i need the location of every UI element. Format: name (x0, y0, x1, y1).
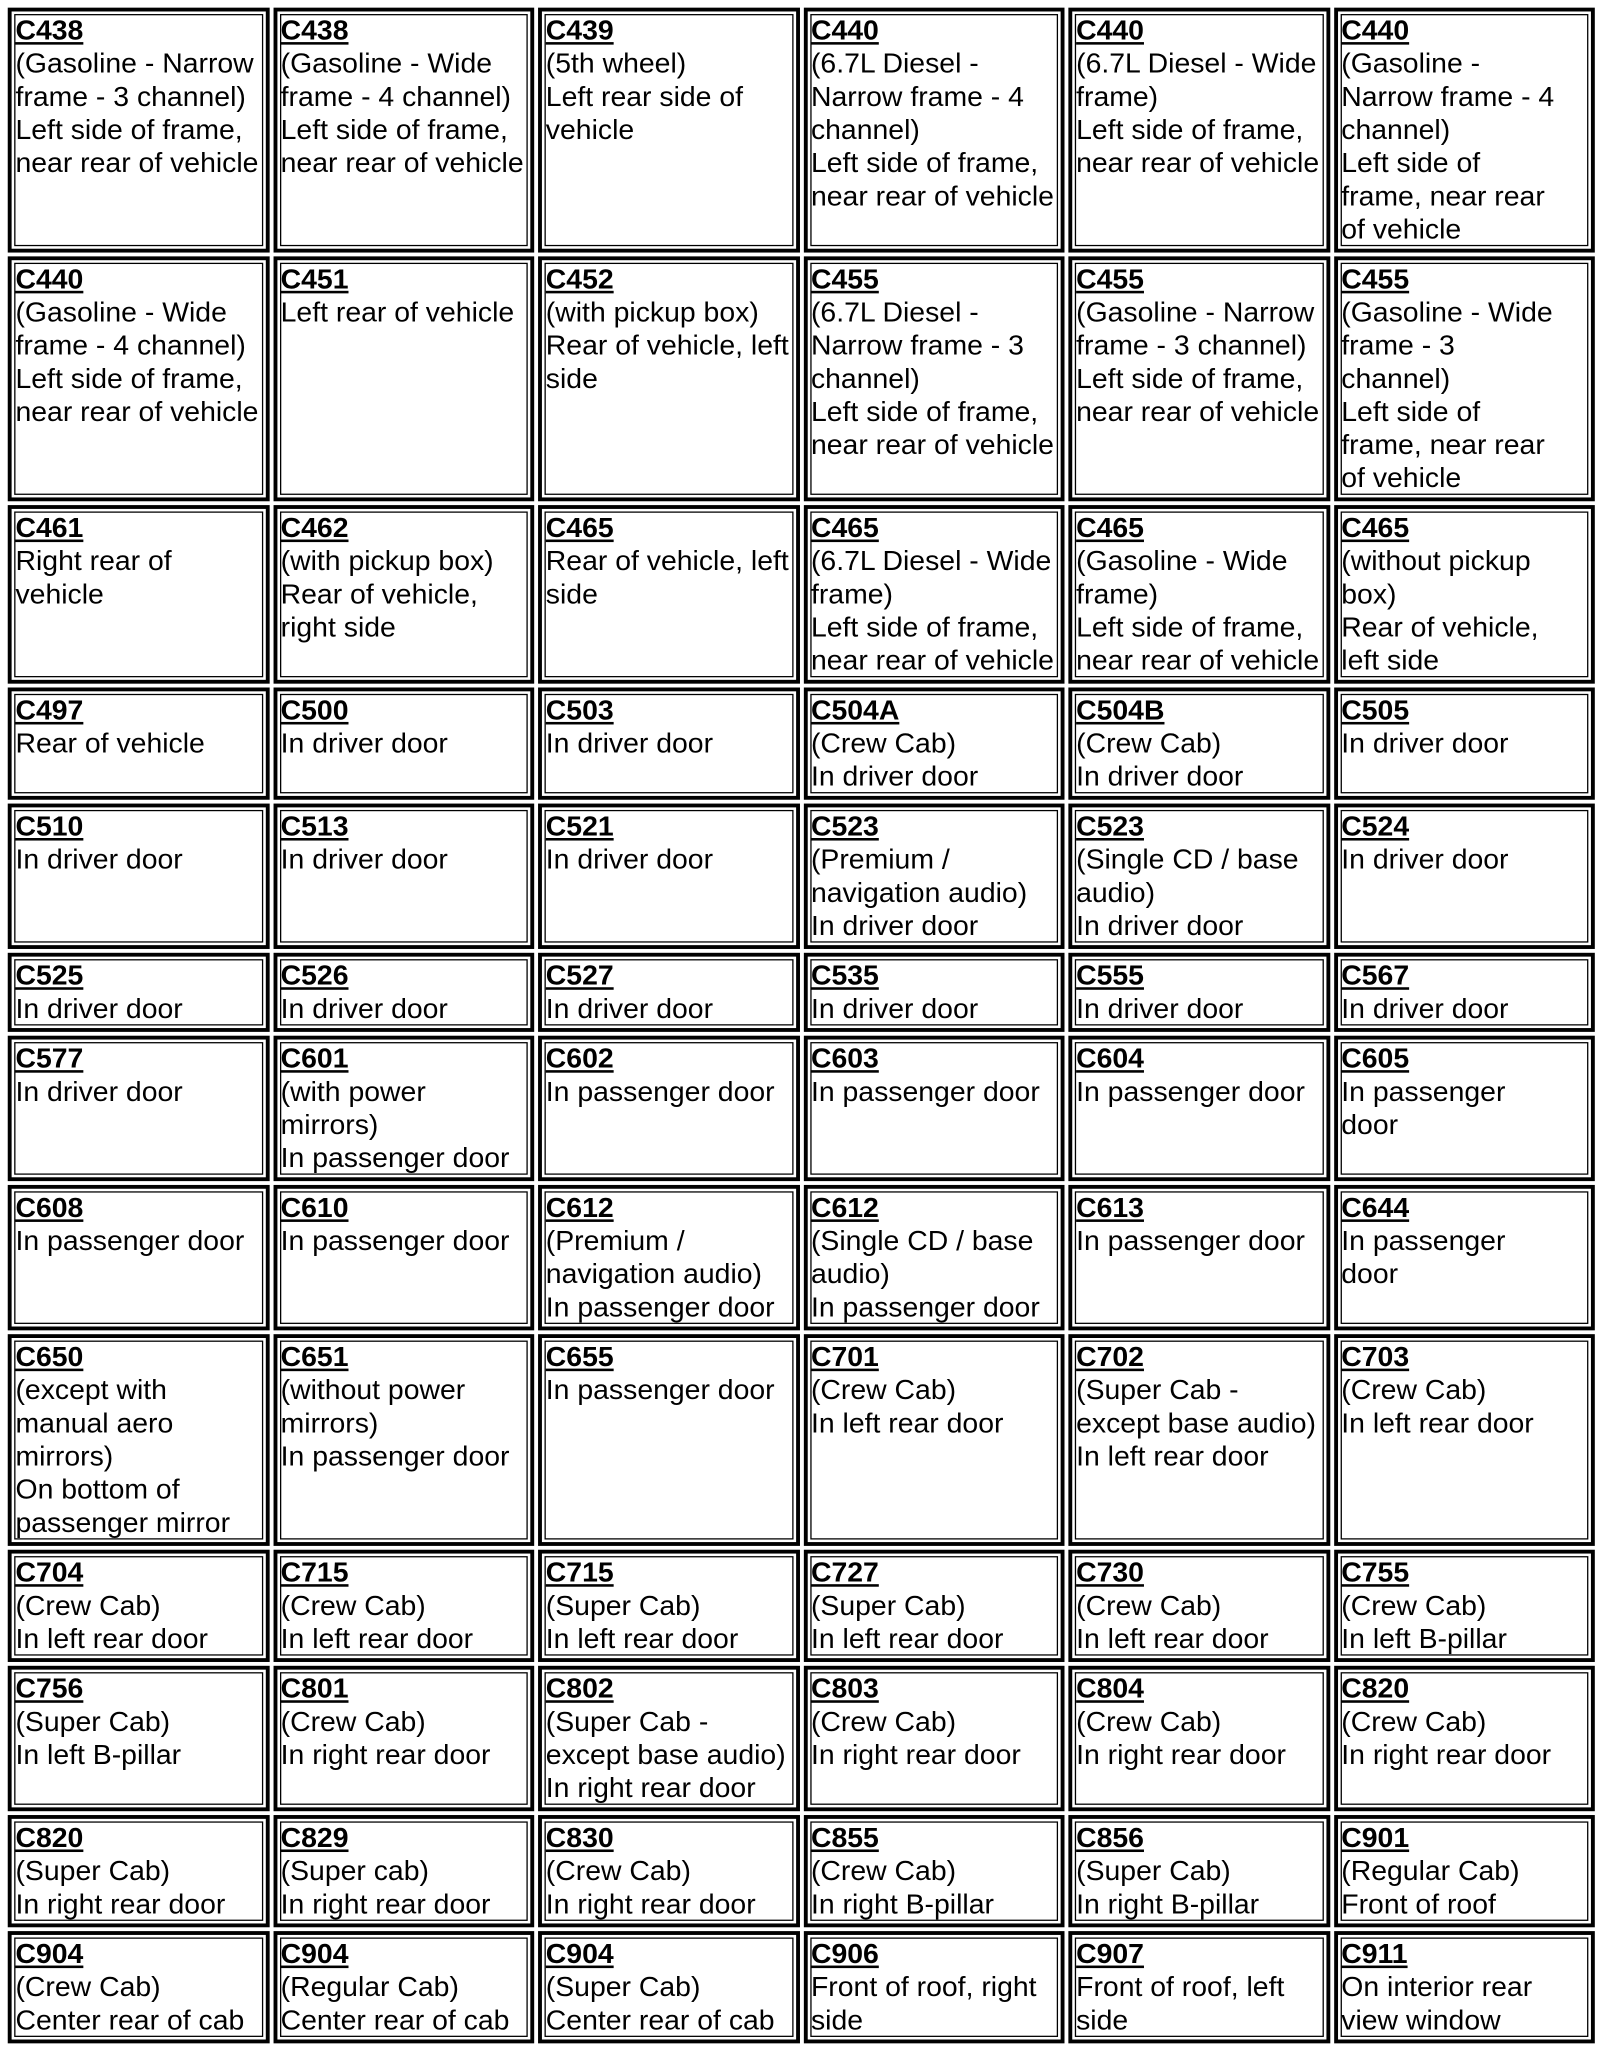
table-body (8, 8, 1595, 2044)
connector-location: (5th wheel) Left rear side of vehicle (545, 47, 744, 146)
connector-code: C500 (280, 693, 349, 726)
connector-cell (1068, 1036, 1329, 1181)
connector-location: (Crew Cab) In left B-pillar (1341, 1589, 1507, 1655)
connector-code: C601 (280, 1042, 349, 1074)
connector-cell (538, 8, 799, 253)
connector-code: C820 (1341, 1672, 1410, 1705)
connector-code: C904 (545, 1937, 614, 1970)
connector-location: (Crew Cab) In left rear door (810, 1373, 1004, 1439)
connector-cell (1068, 1815, 1329, 1927)
connector-code: C440 (1341, 14, 1410, 46)
connector-cell (8, 687, 269, 799)
connector-location: Rear of vehicle, left side (545, 544, 789, 610)
connector-code: C505 (1341, 693, 1410, 726)
table-row (8, 687, 1595, 799)
connector-cell (1068, 1334, 1329, 1546)
connector-location: (Crew Cab) In right rear door (280, 1705, 491, 1771)
connector-code: C904 (280, 1937, 349, 1970)
connector-cell (1334, 1185, 1595, 1330)
connector-cell (1068, 953, 1329, 1032)
connector-code: C440 (810, 14, 879, 46)
connector-cell (538, 1931, 799, 2043)
table-row (8, 1550, 1595, 1662)
table-row (8, 1931, 1595, 2043)
connector-code: C605 (1341, 1042, 1410, 1074)
connector-location: (Super Cab) In right rear door (15, 1854, 226, 1920)
connector-location: Right rear of vehicle (15, 544, 172, 610)
connector-cell (273, 256, 534, 501)
connector-code: C655 (545, 1340, 614, 1373)
connector-cell (1068, 1666, 1329, 1811)
table-row (8, 804, 1595, 949)
connector-cell (8, 505, 269, 684)
connector-cell (8, 1185, 269, 1330)
connector-cell (273, 1185, 534, 1330)
connector-location: In passenger door (1341, 1075, 1506, 1141)
connector-cell (8, 1815, 269, 1927)
connector-location: In passenger door (280, 1224, 510, 1257)
connector-code: C465 (545, 511, 614, 544)
connector-cell (8, 1036, 269, 1181)
connector-code: C730 (1076, 1556, 1144, 1588)
connector-cell (538, 1550, 799, 1662)
connector-cell (1334, 1931, 1595, 2043)
connector-code: C702 (1076, 1340, 1144, 1373)
connector-location: (Crew Cab) In right rear door (1341, 1705, 1552, 1771)
connector-cell (538, 1036, 799, 1181)
connector-code: C907 (1076, 1937, 1144, 1970)
connector-location: In driver door (810, 992, 979, 1025)
connector-cell (538, 256, 799, 501)
connector-code: C455 (810, 262, 879, 295)
connector-cell (273, 953, 534, 1032)
table-row (8, 1185, 1595, 1330)
connector-location: (Crew Cab) In right rear door (1076, 1705, 1286, 1771)
connector-location: (Regular Cab) Front of roof (1341, 1854, 1520, 1920)
connector-location: (Crew Cab) In left rear door (1341, 1373, 1534, 1439)
connector-location: In driver door (1341, 992, 1509, 1025)
connector-cell (1334, 8, 1595, 253)
connector-code: C513 (280, 809, 349, 842)
connector-code: C503 (545, 693, 614, 726)
connector-cell (538, 804, 799, 949)
connector-code: C455 (1076, 262, 1144, 295)
connector-code: C439 (545, 14, 614, 46)
connector-cell (538, 1815, 799, 1927)
connector-cell (273, 8, 534, 253)
connector-cell (803, 1666, 1064, 1811)
connector-cell (803, 953, 1064, 1032)
connector-location: (Crew Cab) In driver door (810, 727, 979, 793)
connector-code: C440 (1076, 14, 1144, 46)
connector-code: C820 (15, 1821, 84, 1854)
connector-cell (1334, 1815, 1595, 1927)
connector-code: C524 (1341, 809, 1410, 842)
connector-location: In passenger door (15, 1224, 245, 1257)
connector-cell (1334, 953, 1595, 1032)
connector-code: C521 (545, 809, 614, 842)
connector-location: In driver door (1341, 843, 1509, 875)
connector-code: C535 (810, 959, 879, 992)
connector-cell (1334, 1550, 1595, 1662)
table-row (8, 8, 1595, 253)
connector-location: (Super Cab) In left B-pillar (15, 1705, 182, 1771)
connector-location: (without power mirrors) In passenger door (280, 1373, 510, 1472)
connector-location: Left rear of vehicle (280, 295, 515, 328)
connector-code: C756 (15, 1672, 84, 1705)
connector-location: (Crew Cab) In right rear door (545, 1854, 756, 1920)
connector-code: C801 (280, 1672, 349, 1705)
connector-cell (803, 1185, 1064, 1330)
table-row (8, 1036, 1595, 1181)
connector-cell (1068, 1550, 1329, 1662)
connector-location: In driver door (15, 1075, 183, 1108)
connector-code: C604 (1076, 1042, 1144, 1074)
connector-location: (Crew Cab) In left rear door (1076, 1589, 1269, 1655)
connector-code: C577 (15, 1042, 84, 1074)
connector-cell (273, 505, 534, 684)
connector-code: C527 (545, 959, 614, 992)
connector-cell (1068, 687, 1329, 799)
connector-location: Rear of vehicle (15, 727, 205, 759)
connector-cell (273, 1815, 534, 1927)
connector-code: C901 (1341, 1821, 1410, 1854)
connector-code: C526 (280, 959, 349, 992)
connector-cell (803, 1036, 1064, 1181)
connector-code: C608 (15, 1191, 84, 1224)
connector-location: In passenger door (1076, 1224, 1305, 1257)
connector-code: C829 (280, 1821, 349, 1854)
connector-code: C465 (1076, 511, 1144, 544)
connector-cell (8, 1334, 269, 1546)
connector-code: C451 (280, 262, 349, 295)
connector-cell (803, 256, 1064, 501)
connector-cell (538, 1185, 799, 1330)
connector-location: In driver door (280, 992, 448, 1025)
connector-location: (Crew Cab) Center rear of cab (15, 1970, 245, 2036)
connector-location: (with pickup box) Rear of vehicle, right side (280, 544, 494, 643)
connector-location: (Single CD / base audio) In passenger door (810, 1224, 1040, 1323)
connector-location: In driver door (280, 727, 448, 759)
connector-code: C650 (15, 1340, 84, 1373)
connector-cell (273, 1550, 534, 1662)
connector-location: (with pickup box) Rear of vehicle, left side (545, 295, 789, 395)
connector-cell (1334, 505, 1595, 684)
connector-location: (Gasoline - Wide frame) Left side of frame, near rear of vehicle (1076, 544, 1320, 677)
connector-code: C465 (810, 511, 879, 544)
connector-cell (1068, 1185, 1329, 1330)
connector-location: (without pickup box) Rear of vehicle, left side (1341, 544, 1539, 677)
table-row (8, 1334, 1595, 1546)
connector-code: C523 (810, 809, 879, 842)
connector-code: C440 (15, 262, 84, 295)
connector-code: C727 (810, 1556, 879, 1588)
connector-location: (except with manual aero mirrors) On bottom of passenger mirror (15, 1373, 231, 1539)
connector-location: In passenger door (545, 1373, 775, 1406)
connector-code: C612 (545, 1191, 614, 1224)
table-row (8, 1666, 1595, 1811)
connector-location: (Super Cab) In left rear door (810, 1589, 1004, 1655)
connector-location: (Gasoline - Narrow frame - 4 channel) Left side of frame, near rear of vehicle (1341, 47, 1555, 245)
connector-location: (Super Cab) In right B-pillar (1076, 1854, 1260, 1920)
connector-code: C510 (15, 809, 84, 842)
connector-location: In passenger door (545, 1075, 775, 1108)
connector-location: Front of roof, left side (1076, 1970, 1285, 2036)
table-row (8, 953, 1595, 1032)
connector-cell (8, 953, 269, 1032)
connector-code: C911 (1341, 1937, 1408, 1970)
connector-code: C613 (1076, 1191, 1144, 1224)
connector-location: In driver door (545, 727, 714, 759)
connector-cell (1068, 804, 1329, 949)
connector-code: C703 (1341, 1340, 1410, 1373)
connector-cell (273, 687, 534, 799)
connector-cell (1068, 256, 1329, 501)
connector-location: (Super Cab) In left rear door (545, 1589, 739, 1655)
connector-location: (Super cab) In right rear door (280, 1854, 491, 1920)
connector-code: C438 (15, 14, 84, 46)
connector-location: (Premium / navigation audio) In driver door (810, 843, 1028, 942)
connector-cell (8, 1931, 269, 2043)
connector-code: C525 (15, 959, 84, 992)
connector-cell (1068, 1931, 1329, 2043)
connector-code: C802 (545, 1672, 614, 1705)
connector-location: (Regular Cab) Center rear of cab (280, 1970, 510, 2036)
connector-cell (1068, 505, 1329, 684)
connector-code: C906 (810, 1937, 879, 1970)
connector-location: In driver door (545, 992, 714, 1025)
connector-cell (8, 1666, 269, 1811)
connector-code: C855 (810, 1821, 879, 1854)
connector-location: In driver door (1341, 727, 1509, 759)
connector-location: (6.7L Diesel - Narrow frame - 3 channel) Left side of frame, near rear of vehicle (810, 295, 1054, 461)
connector-cell (1334, 1666, 1595, 1811)
connector-code: C701 (810, 1340, 879, 1373)
connector-cell (803, 1815, 1064, 1927)
connector-location: In passenger door (1076, 1075, 1305, 1108)
connector-cell (538, 1666, 799, 1811)
connector-location: (Super Cab) Center rear of cab (545, 1970, 775, 2036)
connector-code: C715 (280, 1556, 349, 1588)
connector-code: C461 (15, 511, 84, 544)
connector-code: C602 (545, 1042, 614, 1074)
connector-code: C504B (1076, 693, 1165, 726)
connector-location: (6.7L Diesel - Wide frame) Left side of frame, near rear of vehicle (810, 544, 1054, 677)
connector-code: C612 (810, 1191, 879, 1224)
connector-code: C755 (1341, 1556, 1410, 1588)
connector-cell (803, 1334, 1064, 1546)
connector-code: C804 (1076, 1672, 1144, 1705)
connector-cell (8, 256, 269, 501)
connector-code: C830 (545, 1821, 614, 1854)
connector-code: C567 (1341, 959, 1410, 992)
connector-location: (6.7L Diesel - Wide frame) Left side of frame, near rear of vehicle (1076, 47, 1320, 179)
connector-cell (1334, 1334, 1595, 1546)
connector-code: C610 (280, 1191, 349, 1224)
connector-location: (Premium / navigation audio) In passenger door (545, 1224, 775, 1323)
connector-cell (1334, 256, 1595, 501)
connector-code: C644 (1341, 1191, 1410, 1224)
connector-cell (1334, 687, 1595, 799)
connector-location: (Gasoline - Wide frame - 4 channel) Left side of frame, near rear of vehicle (15, 295, 259, 428)
connector-location: (Single CD / base audio) In driver door (1076, 843, 1299, 942)
connector-location: (Gasoline - Wide frame - 4 channel) Left side of frame, near rear of vehicle (280, 47, 524, 179)
connector-location: (Super Cab - except base audio) In left rear door (1076, 1373, 1316, 1472)
connector-code: C497 (15, 693, 84, 726)
connector-location: On interior rear view window (1341, 1970, 1533, 2036)
connector-code: C603 (810, 1042, 879, 1074)
connector-cell (803, 8, 1064, 253)
connector-cell (803, 505, 1064, 684)
connector-location: In driver door (1076, 992, 1244, 1025)
connector-location: (Gasoline - Narrow frame - 3 channel) Left side of frame, near rear of vehicle (15, 47, 259, 179)
connector-location: In driver door (15, 843, 183, 875)
connector-code: C465 (1341, 511, 1410, 544)
connector-cell (1334, 1036, 1595, 1181)
connector-cell (538, 1334, 799, 1546)
connector-location: (Crew Cab) In right B-pillar (810, 1854, 994, 1920)
table-row (8, 256, 1595, 501)
connector-cell (8, 8, 269, 253)
connector-code: C904 (15, 1937, 84, 1970)
connector-code: C462 (280, 511, 349, 544)
connector-cell (803, 1931, 1064, 2043)
connector-location-table (4, 4, 1599, 2047)
connector-location: (Gasoline - Narrow frame - 3 channel) Left side of frame, near rear of vehicle (1076, 295, 1320, 428)
connector-location: (Super Cab - except base audio) In right rear door (545, 1705, 786, 1804)
connector-code: C555 (1076, 959, 1144, 992)
connector-code: C452 (545, 262, 614, 295)
connector-code: C523 (1076, 809, 1144, 842)
connector-code: C504A (810, 693, 900, 726)
table-row (8, 1815, 1595, 1927)
connector-location: (Crew Cab) In left rear door (280, 1589, 474, 1655)
connector-cell (1068, 8, 1329, 253)
connector-cell (8, 1550, 269, 1662)
connector-cell (273, 804, 534, 949)
connector-location: In driver door (15, 992, 183, 1025)
connector-location: (Gasoline - Wide frame - 3 channel) Left side of frame, near rear of vehicle (1341, 295, 1553, 494)
connector-location: (Crew Cab) In right rear door (810, 1705, 1021, 1771)
connector-cell (273, 1334, 534, 1546)
connector-location: (6.7L Diesel - Narrow frame - 4 channel) Left side of frame, near rear of vehicle (810, 47, 1054, 212)
connector-cell (1334, 804, 1595, 949)
connector-cell (803, 687, 1064, 799)
connector-code: C856 (1076, 1821, 1144, 1854)
connector-code: C803 (810, 1672, 879, 1705)
connector-code: C651 (280, 1340, 349, 1373)
connector-code: C438 (280, 14, 349, 46)
connector-cell (538, 505, 799, 684)
connector-code: C704 (15, 1556, 84, 1588)
connector-cell (8, 804, 269, 949)
connector-cell (803, 804, 1064, 949)
connector-cell (538, 953, 799, 1032)
connector-cell (273, 1666, 534, 1811)
connector-code: C455 (1341, 262, 1410, 295)
table-row (8, 505, 1595, 684)
connector-cell (273, 1931, 534, 2043)
connector-location: In driver door (280, 843, 448, 875)
connector-location: Front of roof, right side (810, 1970, 1037, 2036)
connector-location: In passenger door (1341, 1224, 1506, 1290)
connector-cell (538, 687, 799, 799)
connector-location: (Crew Cab) In left rear door (15, 1589, 208, 1655)
connector-code: C715 (545, 1556, 614, 1588)
connector-cell (803, 1550, 1064, 1662)
connector-location: (with power mirrors) In passenger door (280, 1075, 510, 1174)
connector-location: In driver door (545, 843, 714, 875)
connector-cell (273, 1036, 534, 1181)
connector-location: (Crew Cab) In driver door (1076, 727, 1244, 793)
connector-location: In passenger door (810, 1075, 1040, 1108)
